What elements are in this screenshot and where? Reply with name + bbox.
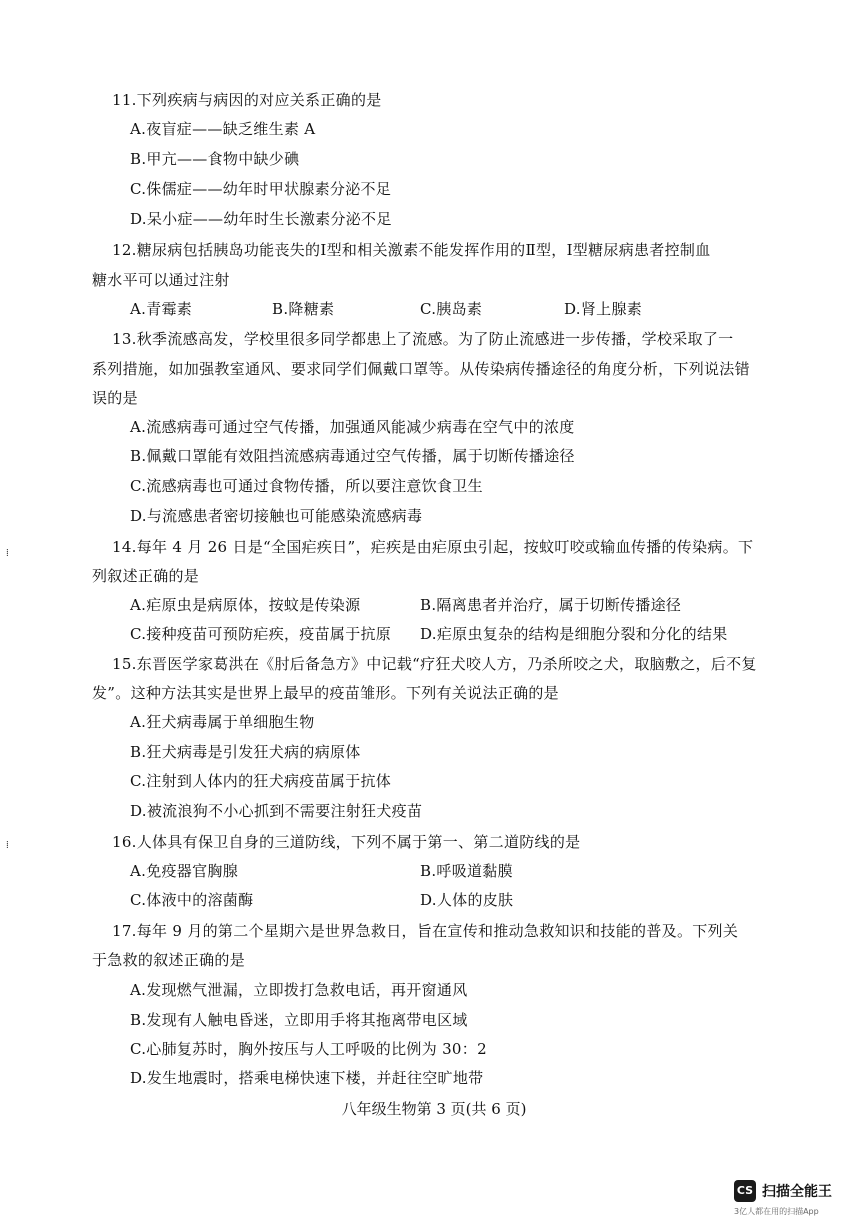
question-16-option-b: B.呼吸道黏膜	[420, 862, 513, 880]
question-15-option-a: A.狂犬病毒属于单细胞生物	[130, 713, 315, 731]
scan-artifact: ⁞	[6, 840, 9, 851]
question-14-option-b: B.隔离患者并治疗，属于切断传播途径	[420, 596, 682, 614]
question-15-option-b: B.狂犬病毒是引发狂犬病的病原体	[130, 743, 361, 761]
question-13-stem-cont: 系列措施，如加强教室通风、要求同学们佩戴口罩等。从传染病传播途径的角度分析，下列说法错	[92, 360, 750, 378]
page-footer: 八年级生物第 3 页(共 6 页)	[341, 1100, 527, 1118]
question-16-stem: 16.人体具有保卫自身的三道防线，下列不属于第一、第二道防线的是	[112, 833, 581, 851]
question-13-option-b: B.佩戴口罩能有效阻挡流感病毒通过空气传播，属于切断传播途径	[130, 447, 575, 465]
question-17-option-c: C.心肺复苏时，胸外按压与人工呼吸的比例为 30：2	[130, 1040, 487, 1058]
question-16-option-d: D.人体的皮肤	[420, 891, 514, 909]
question-12-stem: 12.糖尿病包括胰岛功能丧失的Ⅰ型和相关激素不能发挥作用的Ⅱ型，Ⅰ型糖尿病患者控制血	[112, 241, 711, 259]
question-14-stem: 14.每年 4 月 26 日是“全国疟疾日”，疟疾是由疟原虫引起，按蚊叮咬或输血传播的传染病。下	[112, 538, 754, 556]
question-12-option-d: D.肾上腺素	[564, 300, 643, 318]
question-17-option-d: D.发生地震时，搭乘电梯快速下楼，并赶往空旷地带	[130, 1069, 484, 1087]
question-17-stem: 17.每年 9 月的第二个星期六是世界急救日，旨在宣传和推动急救知识和技能的普及。下列关	[112, 922, 739, 940]
question-14-option-d: D.疟原虫复杂的结构是细胞分裂和分化的结果	[420, 625, 728, 643]
question-13-option-a: A.流感病毒可通过空气传播，加强通风能减少病毒在空气中的浓度	[130, 418, 575, 436]
question-15-stem-cont: 发”。这种方法其实是世界上最早的疫苗雏形。下列有关说法正确的是	[92, 684, 559, 702]
question-17-option-b: B.发现有人触电昏迷，立即用手将其拖离带电区域	[130, 1011, 468, 1029]
question-12-option-b: B.降糖素	[272, 300, 335, 318]
question-11-stem: 11.下列疾病与病因的对应关系正确的是	[112, 91, 382, 109]
question-17-stem-cont: 于急救的叙述正确的是	[92, 951, 246, 969]
scanner-logo-icon: CS	[734, 1180, 756, 1202]
question-11-option-b: B.甲亢——食物中缺少碘	[130, 150, 300, 168]
question-11-option-a: A.夜盲症——缺乏维生素 A	[130, 120, 316, 138]
question-13-stem-cont: 误的是	[92, 389, 138, 407]
question-12-option-c: C.胰岛素	[420, 300, 483, 318]
question-16-option-c: C.体液中的溶菌酶	[130, 891, 254, 909]
scanner-tagline: 3亿人都在用的扫描App	[734, 1207, 819, 1216]
question-14-option-c: C.接种疫苗可预防疟疾，疫苗属于抗原	[130, 625, 392, 643]
question-12-stem-cont: 糖水平可以通过注射	[92, 271, 230, 289]
question-13-stem: 13.秋季流感高发，学校里很多同学都患上了流感。为了防止流感进一步传播，学校采取了一	[112, 330, 734, 348]
question-15-option-c: C.注射到人体内的狂犬病疫苗属于抗体	[130, 772, 392, 790]
question-13-option-d: D.与流感患者密切接触也可能感染流感病毒	[130, 507, 423, 525]
scan-artifact: ⁞	[6, 548, 9, 559]
question-11-option-d: D.呆小症——幼年时生长激素分泌不足	[130, 210, 392, 228]
question-14-stem-cont: 列叙述正确的是	[92, 567, 200, 585]
question-15-stem: 15.东晋医学家葛洪在《肘后备急方》中记载“疗狂犬咬人方，乃杀所咬之犬，取脑敷之，后不复	[112, 655, 757, 673]
question-15-option-d: D.被流浪狗不小心抓到不需要注射狂犬疫苗	[130, 802, 423, 820]
question-13-option-c: C.流感病毒也可通过食物传播，所以要注意饮食卫生	[130, 477, 483, 495]
question-12-option-a: A.青霉素	[130, 300, 193, 318]
question-11-option-c: C.侏儒症——幼年时甲状腺素分泌不足	[130, 180, 392, 198]
scanner-name: 扫描全能王	[762, 1184, 832, 1200]
question-17-option-a: A.发现燃气泄漏，立即拨打急救电话，再开窗通风	[130, 981, 468, 999]
scanner-watermark	[734, 1178, 854, 1218]
question-16-option-a: A.免疫器官胸腺	[130, 862, 239, 880]
question-14-option-a: A.疟原虫是病原体，按蚊是传染源	[130, 596, 361, 614]
